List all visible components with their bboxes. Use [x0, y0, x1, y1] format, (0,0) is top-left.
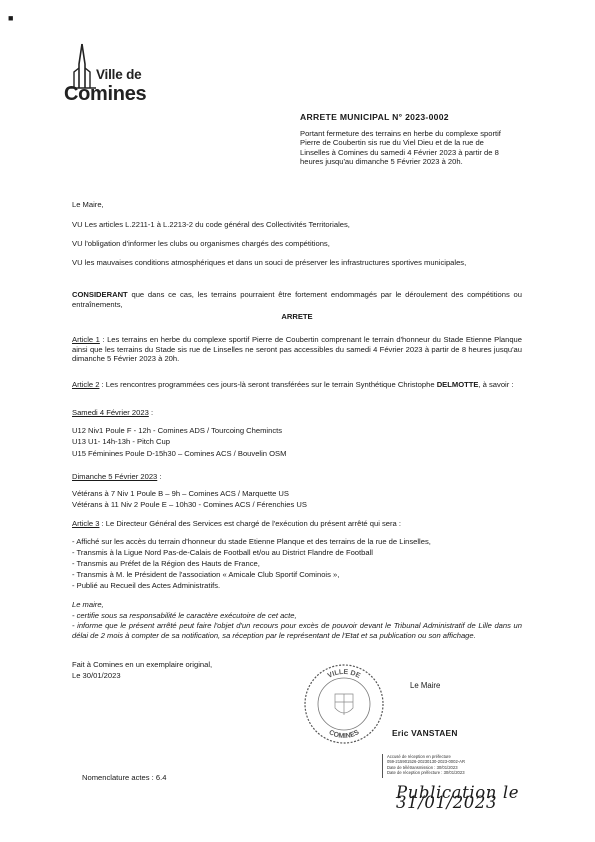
mayor-intro: Le Maire,	[72, 200, 104, 209]
match-item: U13 U1- 14h-13h - Pitch Cup	[72, 437, 170, 447]
closing-mayor: Le maire,	[72, 600, 104, 609]
done-date: Le 30/01/2023	[72, 671, 121, 680]
match-item: Vétérans à 11 Niv 2 Poule E – 10h30 - Comines ACS / Férenchies US	[72, 500, 307, 510]
vu-obligation: VU l'obligation d'informer les clubs ou organismes chargés des compétitions,	[72, 239, 330, 248]
article-1-label: Article 1	[72, 335, 100, 344]
article-2-text-end: , à savoir :	[478, 380, 514, 389]
receipt-line: Date de réception préfecture : 30/01/2023	[387, 770, 465, 776]
sunday-matches	[72, 489, 522, 510]
article-2-label: Article 2	[72, 380, 100, 389]
saturday-suffix: :	[148, 408, 154, 417]
svg-text:COMINES	[328, 729, 361, 740]
nomenclature: Nomenclature actes : 6.4	[82, 773, 167, 782]
stamp-top-text: VILLE DE	[326, 668, 362, 680]
corner-mark: ■	[8, 13, 14, 23]
article-3	[72, 519, 522, 529]
coat-of-arms-icon	[335, 694, 353, 715]
saturday-matches	[72, 426, 522, 458]
article-3-list	[72, 537, 522, 591]
prefecture-receipt	[382, 754, 537, 778]
list-item: - Transmis à M. le Président de l'association « Amicale Club Sportif Cominois »,	[72, 570, 522, 580]
list-item: - Transmis au Préfet de la Région des Hauts de France,	[72, 559, 522, 569]
match-item: Vétérans à 7 Niv 1 Poule B – 9h – Comines ACS / Marquette US	[72, 489, 289, 498]
closing-inform: - informe que le présent arrêté peut faire l'objet d'un recours pour excès de pouvoir devant le Tribunal Administratif de Lille dans un délai de 2 mois à compter de sa notification, sa réception par le représentant de l'Etat et sa publication ou son affichage.	[72, 621, 522, 640]
sunday-heading	[72, 472, 522, 482]
vu-articles: VU Les articles L.2211-1 à L.2213-2 du code général des Collectivités Territoriales,	[72, 220, 350, 229]
article-3-label: Article 3	[72, 519, 100, 528]
match-item: U12 Niv1 Poule F - 12h - Comines ADS / Tourcoing Chemincts	[72, 426, 283, 435]
article-3-text: : Le Directeur Général des Services est chargé de l'exécution du présent arrêté qui sera :	[99, 519, 401, 528]
decree-subject: Portant fermeture des terrains en herbe du complexe sportif Pierre de Coubertin sis rue du Viel Dieu et de la rue de Linselles à Comines du samedi 4 Février 2023 à partir de 8 heures jusqu'au dimanche 5 Février 2023 à 20h.	[300, 129, 501, 167]
considerant-label: CONSIDERANT	[72, 290, 128, 299]
decree-title: ARRETE MUNICIPAL N° 2023-0002	[300, 112, 449, 122]
official-stamp	[302, 662, 386, 746]
receipt-line: 059-215901526-20230130-2023-0002-AR	[387, 759, 465, 765]
city-logo	[60, 42, 170, 114]
signature-role: Le Maire	[410, 681, 441, 690]
list-item: - Publié au Recueil des Actes Administratifs.	[72, 581, 522, 591]
match-item: U15 Féminines Poule D-15h30 – Comines ACS / Bouvelin OSM	[72, 448, 287, 458]
article-1	[72, 335, 522, 364]
list-item: - Affiché sur les accès du terrain d'honneur du stade Etienne Planque et des terrains de la rue de Linselles,	[72, 537, 522, 547]
closing-certify: - certifie sous sa responsabilité le caractère exécutoire de cet acte,	[72, 611, 297, 620]
logo-text-ville: Ville de	[96, 67, 142, 82]
signatory-name: Eric VANSTAEN	[392, 728, 458, 738]
saturday-heading	[72, 408, 522, 418]
considerant-text: que dans ce cas, les terrains pourraient être fortement endommagés par le déroulement des compétitions ou entraînements,	[72, 290, 522, 309]
article-2-name: DELMOTTE	[436, 380, 479, 389]
article-2	[72, 380, 522, 390]
vu-weather: VU les mauvaises conditions atmosphériques et dans un souci de préserver les infrastructures sportives municipales,	[72, 258, 467, 267]
logo-text-comines: Comines	[64, 83, 147, 105]
article-1-text: : Les terrains en herbe du complexe sportif Pierre de Coubertin comprenant le terrain d'honneur du Stade Etienne Planque ainsi que les terrains du Stade sis rue de Linselles ne seront pas accessibles du samedi 4 Février 2023 à partir de 8 heures jusqu'au dimanche 5 Février 2023 à 20h.	[72, 335, 523, 363]
handwritten-publication-note: Publication le 31/01/2023	[396, 783, 520, 812]
article-2-text: : Les rencontres programmées ces jours-là seront transférées sur le terrain Synthétique Christophe	[99, 380, 437, 389]
receipt-line: Date de télétransmission : 30/01/2023	[387, 764, 458, 770]
considerant-paragraph	[72, 290, 522, 309]
saturday-date: Samedi 4 Février 2023	[72, 408, 149, 417]
list-item: - Transmis à la Ligue Nord Pas-de-Calais de Football et/ou au District Flandre de Football	[72, 548, 522, 558]
sunday-suffix: :	[157, 472, 162, 481]
arrete-heading: ARRETE	[281, 312, 313, 321]
receipt-line: Accusé de réception en préfecture	[387, 754, 451, 759]
sunday-date: Dimanche 5 Février 2023	[72, 472, 158, 481]
done-place: Fait à Comines en un exemplaire original,	[72, 660, 213, 669]
stamp-bottom-text: COMINES	[327, 729, 361, 741]
